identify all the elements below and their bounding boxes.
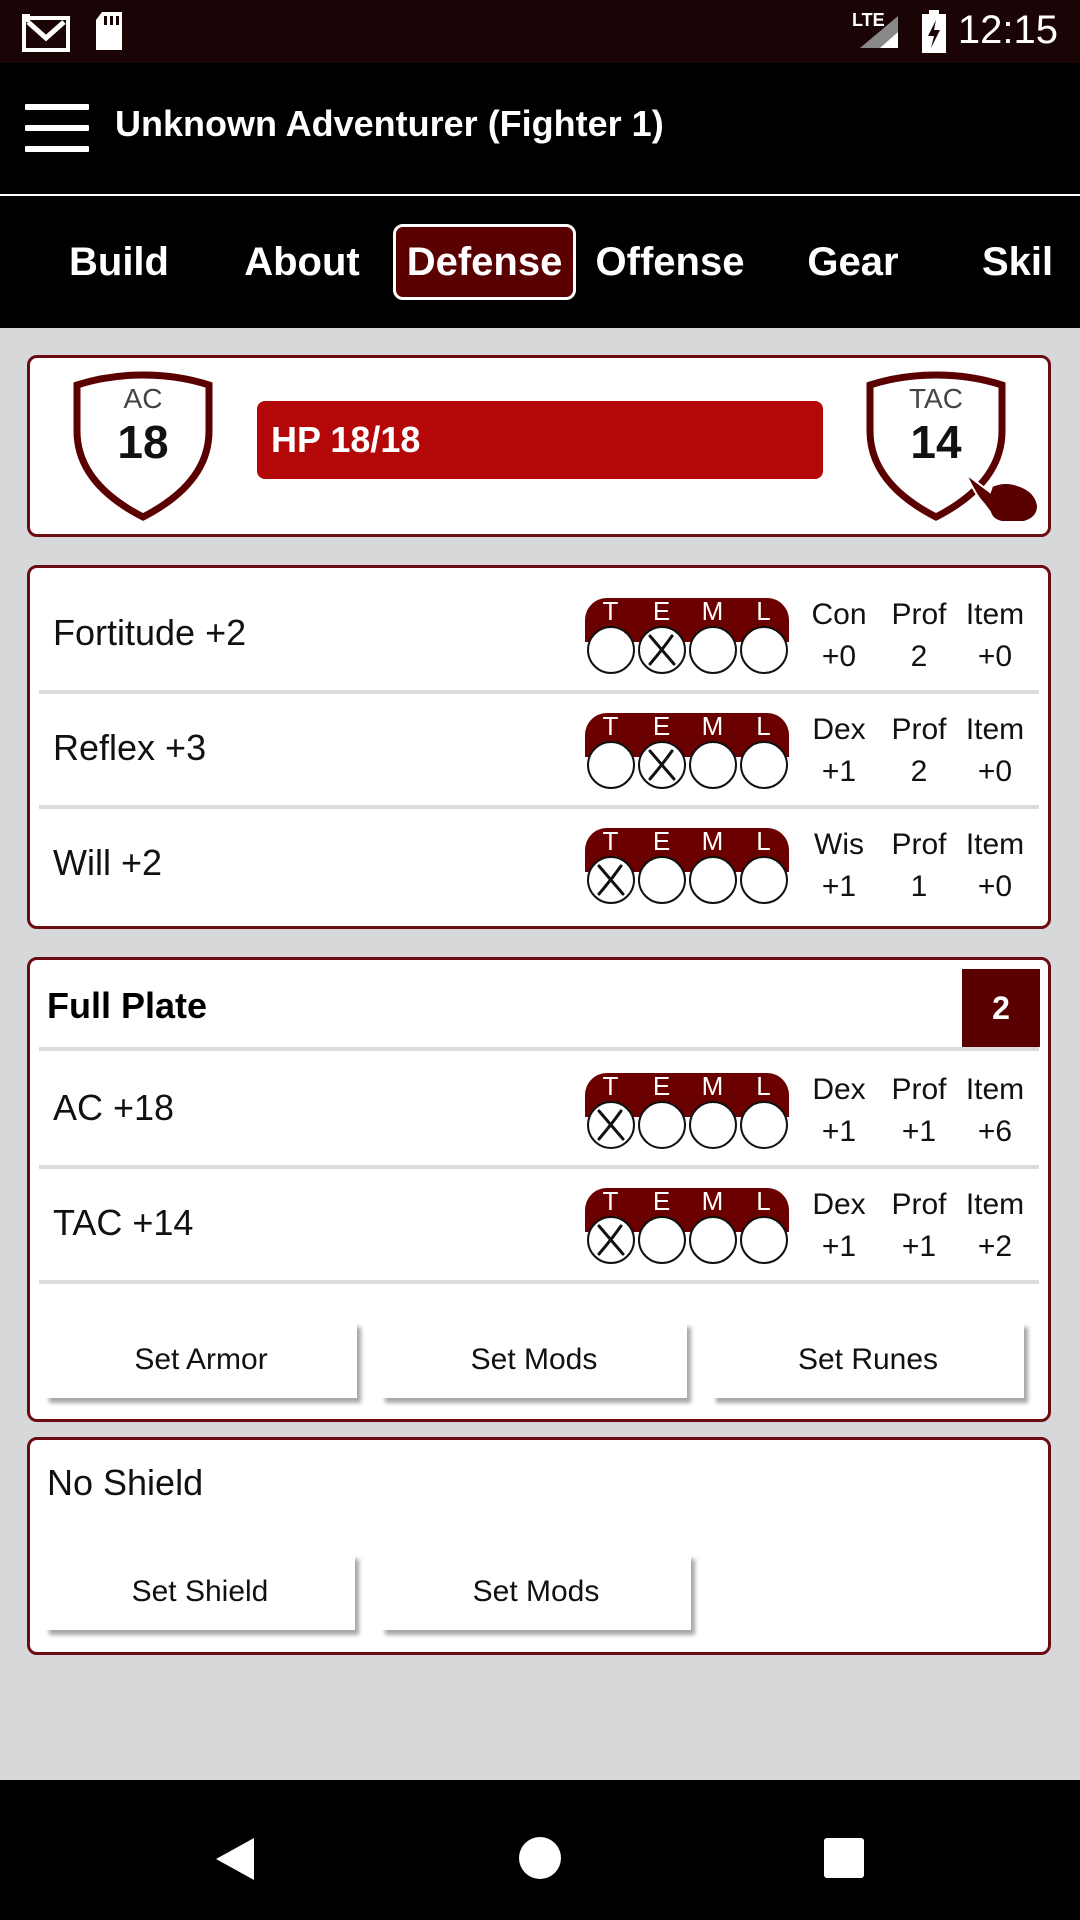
proficiency-checkbox[interactable] <box>638 856 686 904</box>
item-stat-value: +0 <box>977 755 1013 788</box>
proficiency-checkbox[interactable] <box>689 741 737 789</box>
system-nav-bar <box>0 1780 1080 1920</box>
proficiency-checkbox[interactable] <box>740 1101 788 1149</box>
item-stat-label: Item <box>965 598 1025 631</box>
proficiency-letter: M <box>701 826 724 856</box>
proficiency-letter: L <box>756 711 771 741</box>
battery-charging-icon <box>920 10 948 54</box>
proficiency-stat-label: Prof <box>891 598 947 631</box>
proficiency-checkbox[interactable] <box>587 626 635 674</box>
item-stat-label: Item <box>965 713 1025 746</box>
item-stat <box>955 824 1035 908</box>
check-x-icon <box>589 1103 633 1147</box>
proficiency-letter: T <box>602 596 619 626</box>
proficiency-checkbox[interactable] <box>689 626 737 674</box>
proficiency-selector[interactable] <box>585 828 789 906</box>
proficiency-checkbox[interactable] <box>740 741 788 789</box>
recents-icon[interactable] <box>824 1838 864 1878</box>
proficiency-letter: M <box>701 711 724 741</box>
proficiency-stat-label: Prof <box>891 713 947 746</box>
proficiency-stat-label: Prof <box>891 828 947 861</box>
proficiency-selector[interactable] <box>585 1073 789 1151</box>
check-x-icon <box>589 1218 633 1262</box>
item-stat-value: +6 <box>977 1115 1013 1148</box>
proficiency-letter: E <box>652 711 671 741</box>
set-shield-mods-button[interactable]: Set Mods <box>381 1554 691 1630</box>
proficiency-checkbox[interactable] <box>740 1216 788 1264</box>
set-shield-button[interactable]: Set Shield <box>45 1554 355 1630</box>
check-x-icon <box>640 743 684 787</box>
attribute-stat-value: +0 <box>821 640 857 673</box>
status-bar <box>0 0 1080 63</box>
proficiency-stat-value: 2 <box>910 755 928 788</box>
proficiency-letter: M <box>701 1071 724 1101</box>
proficiency-stat-value: 1 <box>910 870 928 903</box>
attribute-stat-value: +1 <box>821 870 857 903</box>
pointing-hand-icon <box>962 468 1042 526</box>
proficiency-checkbox[interactable] <box>740 626 788 674</box>
check-x-icon <box>589 858 633 902</box>
gmail-icon <box>22 12 72 52</box>
attribute-stat <box>804 824 874 908</box>
divider <box>39 1280 1039 1284</box>
proficiency-letter: E <box>652 826 671 856</box>
attribute-stat-value: +1 <box>821 755 857 788</box>
ac-label: AC <box>123 383 163 414</box>
back-icon[interactable] <box>214 1836 258 1882</box>
armor-badge: 2 <box>962 969 1040 1047</box>
proficiency-letter: E <box>652 596 671 626</box>
network-type: LTE <box>852 10 885 30</box>
proficiency-stat-label: Prof <box>891 1073 947 1106</box>
proficiency-stat <box>882 709 956 793</box>
attribute-stat-label: Wis <box>814 828 864 861</box>
tab-bar <box>0 196 1080 328</box>
proficiency-letter: E <box>652 1186 671 1216</box>
item-stat <box>955 1184 1035 1268</box>
item-stat <box>955 709 1035 793</box>
save-label: Fortitude +2 <box>53 612 247 653</box>
proficiency-letter: T <box>602 1186 619 1216</box>
item-stat <box>955 594 1035 678</box>
proficiency-stat-value: +1 <box>901 1115 937 1148</box>
proficiency-stat <box>882 594 956 678</box>
item-stat-value: +0 <box>977 640 1013 673</box>
proficiency-letter: L <box>756 826 771 856</box>
proficiency-letter: L <box>756 1071 771 1101</box>
proficiency-checkbox[interactable] <box>587 1216 635 1264</box>
proficiency-letter: M <box>701 596 724 626</box>
proficiency-letter: E <box>652 1071 671 1101</box>
proficiency-letter: T <box>602 711 619 741</box>
save-row <box>39 691 1039 805</box>
home-icon[interactable] <box>518 1836 562 1880</box>
item-stat-value: +2 <box>977 1230 1013 1263</box>
sd-card-icon <box>92 10 126 52</box>
proficiency-checkbox[interactable] <box>689 1216 737 1264</box>
tab-skills[interactable]: Skil <box>982 240 1054 284</box>
proficiency-stat <box>882 1069 956 1153</box>
armor-stat-label: AC +18 <box>53 1087 175 1128</box>
proficiency-selector[interactable] <box>585 1188 789 1266</box>
proficiency-checkbox[interactable] <box>689 856 737 904</box>
attribute-stat-value: +1 <box>821 1115 857 1148</box>
signal-icon <box>858 14 900 50</box>
tab-gear[interactable]: Gear <box>807 240 899 284</box>
set-armor-button[interactable]: Set Armor <box>45 1322 357 1398</box>
proficiency-checkbox[interactable] <box>638 1216 686 1264</box>
attribute-stat <box>804 594 874 678</box>
hp-bar[interactable] <box>257 401 823 479</box>
proficiency-checkbox[interactable] <box>638 1101 686 1149</box>
save-row <box>39 576 1039 690</box>
tac-value: 14 <box>910 416 962 468</box>
proficiency-checkbox[interactable] <box>587 856 635 904</box>
armor-stat-row <box>39 1051 1039 1165</box>
proficiency-stat-label: Prof <box>891 1188 947 1221</box>
armor-name: Full Plate <box>47 985 208 1026</box>
shield-status: No Shield <box>47 1462 204 1503</box>
proficiency-checkbox[interactable] <box>638 626 686 674</box>
proficiency-checkbox[interactable] <box>587 741 635 789</box>
hp-label: HP 18/18 <box>271 419 421 460</box>
tab-about[interactable]: About <box>244 240 360 284</box>
proficiency-checkbox[interactable] <box>638 741 686 789</box>
attribute-stat <box>804 1184 874 1268</box>
armor-stat-label: TAC +14 <box>53 1202 194 1243</box>
item-stat-label: Item <box>965 1188 1025 1221</box>
item-stat-value: +0 <box>977 870 1013 903</box>
clock: 12:15 <box>957 8 1058 52</box>
ac-shield[interactable] <box>73 371 213 521</box>
tab-build[interactable]: Build <box>69 240 169 284</box>
proficiency-checkbox[interactable] <box>740 856 788 904</box>
attribute-stat-value: +1 <box>821 1230 857 1263</box>
proficiency-checkbox[interactable] <box>689 1101 737 1149</box>
proficiency-stat <box>882 1184 956 1268</box>
tab-offense[interactable]: Offense <box>595 240 745 284</box>
proficiency-stat-value: +1 <box>901 1230 937 1263</box>
hamburger-menu-icon[interactable] <box>25 104 89 152</box>
item-stat <box>955 1069 1035 1153</box>
proficiency-letter: M <box>701 1186 724 1216</box>
item-stat-label: Item <box>965 828 1025 861</box>
tab-defense[interactable]: Defense <box>393 224 576 300</box>
attribute-stat <box>804 709 874 793</box>
save-label: Will +2 <box>53 842 163 883</box>
proficiency-checkbox[interactable] <box>587 1101 635 1149</box>
proficiency-stat <box>882 824 956 908</box>
proficiency-selector[interactable] <box>585 713 789 791</box>
attribute-stat-label: Dex <box>812 1188 866 1221</box>
proficiency-selector[interactable] <box>585 598 789 676</box>
proficiency-letter: T <box>602 1071 619 1101</box>
item-stat-label: Item <box>965 1073 1025 1106</box>
proficiency-letter: T <box>602 826 619 856</box>
attribute-stat <box>804 1069 874 1153</box>
attribute-stat-label: Dex <box>812 713 866 746</box>
attribute-stat-label: Dex <box>812 1073 866 1106</box>
proficiency-letter: L <box>756 596 771 626</box>
proficiency-stat-value: 2 <box>910 640 928 673</box>
set-armor-mods-button[interactable]: Set Mods <box>381 1322 687 1398</box>
check-x-icon <box>640 628 684 672</box>
ac-value: 18 <box>117 416 169 468</box>
set-runes-button[interactable]: Set Runes <box>712 1322 1024 1398</box>
attribute-stat-label: Con <box>811 598 867 631</box>
armor-stat-row <box>39 1166 1039 1280</box>
tac-label: TAC <box>909 383 963 414</box>
save-row <box>39 806 1039 920</box>
save-label: Reflex +3 <box>53 727 207 768</box>
page-title: Unknown Adventurer (Fighter 1) <box>115 103 664 144</box>
proficiency-letter: L <box>756 1186 771 1216</box>
